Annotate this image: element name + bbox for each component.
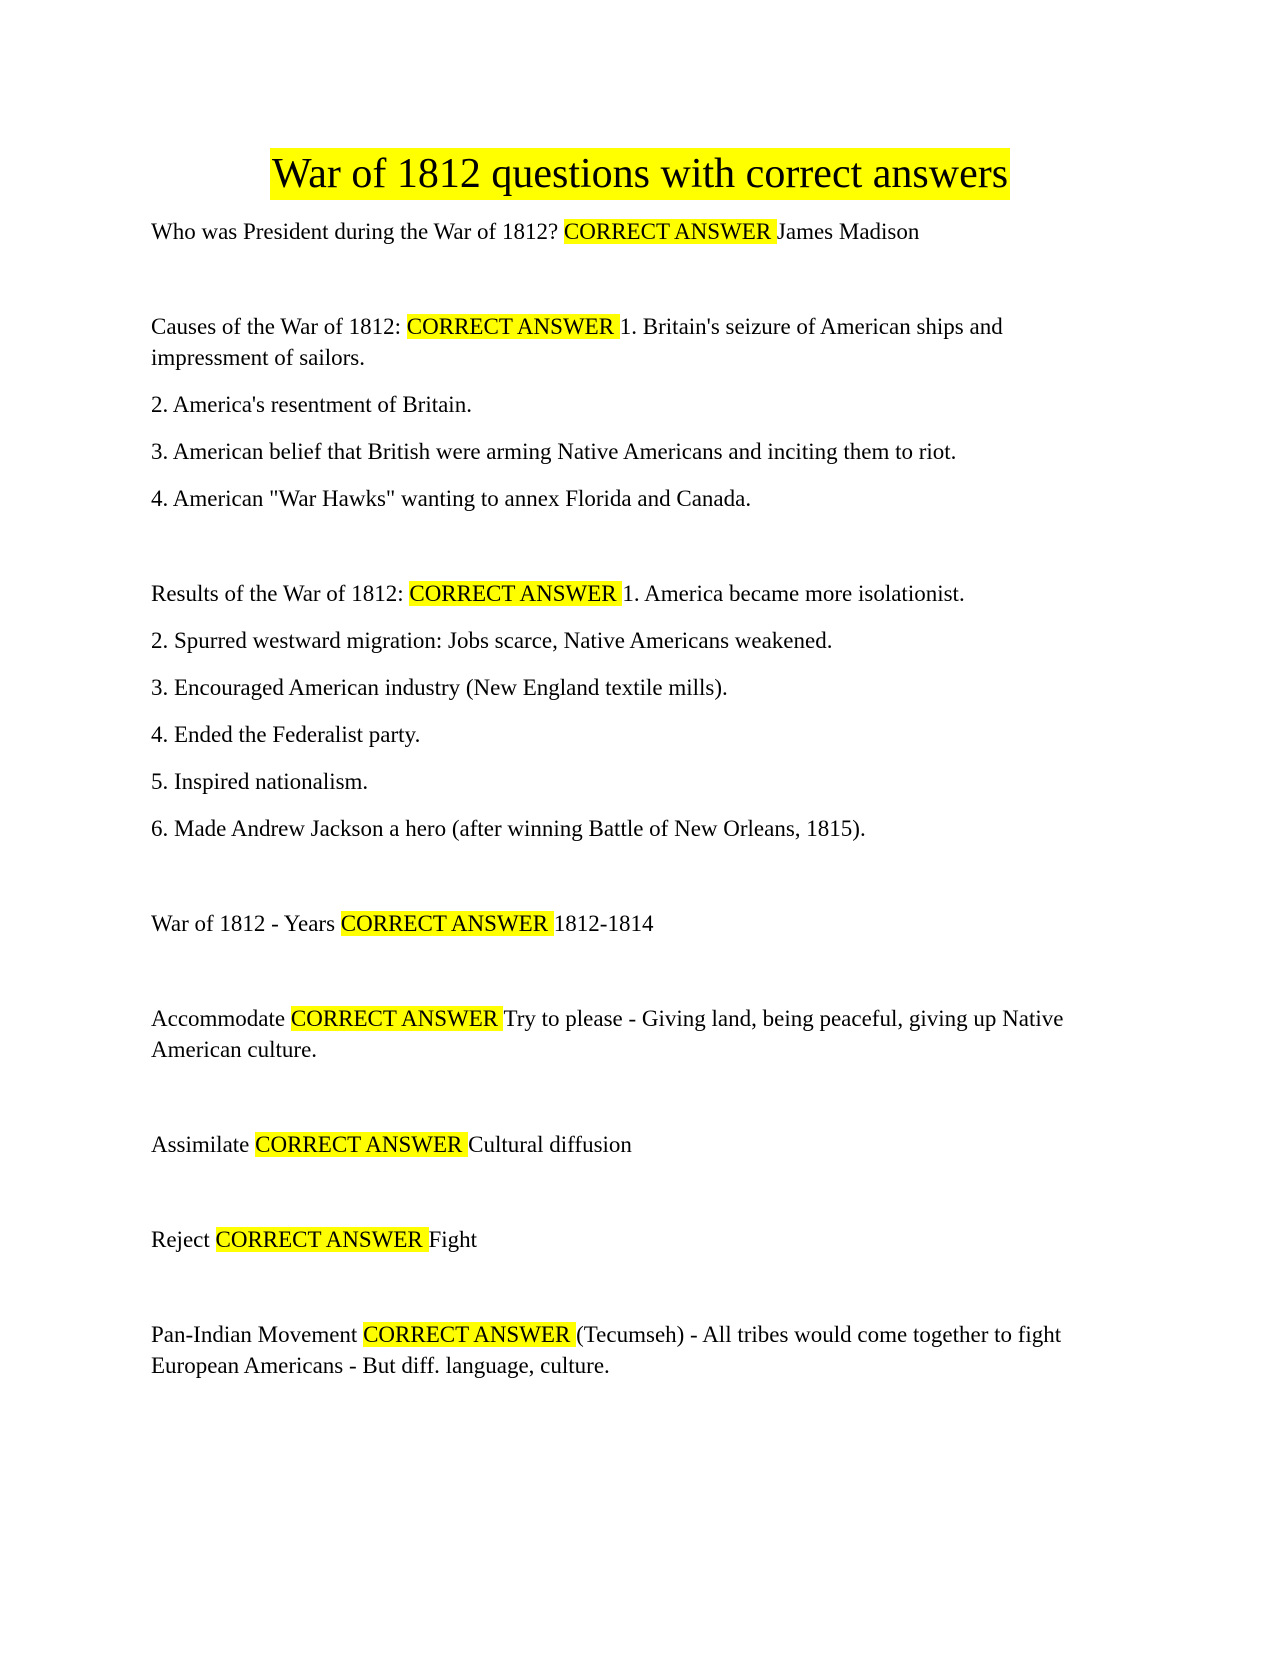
- answer-text: James Madison: [776, 219, 920, 244]
- question-text: Assimilate: [151, 1132, 256, 1157]
- correct-answer-marker: CORRECT ANSWER: [563, 219, 777, 244]
- document-title: War of 1812 questions with correct answers: [270, 148, 1010, 200]
- answer-line: 3. American belief that British were arming Native Americans and inciting them to riot.: [151, 439, 957, 464]
- correct-answer-marker: CORRECT ANSWER: [406, 314, 620, 339]
- qa-item-years: [151, 908, 1121, 939]
- question-text: Who was President during the War of 1812?: [151, 219, 564, 244]
- qa-item-assimilate: [151, 1129, 1121, 1160]
- answer-text: Try to please - Giving land, being peaceful, giving up Native American culture.: [151, 1006, 1064, 1062]
- qa-item-accommodate: [151, 1003, 1121, 1065]
- answer-text: Fight: [428, 1227, 478, 1252]
- question-text: Causes of the War of 1812:: [151, 314, 407, 339]
- correct-answer-marker: CORRECT ANSWER: [215, 1227, 429, 1252]
- correct-answer-marker: CORRECT ANSWER: [409, 581, 623, 606]
- qa-item-president: [151, 216, 1121, 247]
- question-text: Accommodate: [151, 1006, 291, 1031]
- title-container: [0, 148, 1280, 200]
- question-text: Reject: [151, 1227, 216, 1252]
- qa-item-pan-indian: [151, 1319, 1121, 1381]
- question-text: War of 1812 - Years: [151, 911, 341, 936]
- qa-item-reject: [151, 1224, 1121, 1255]
- answer-line: 4. Ended the Federalist party.: [151, 722, 421, 747]
- answer-line: 2. America's resentment of Britain.: [151, 392, 472, 417]
- answer-text: 1812-1814: [553, 911, 654, 936]
- correct-answer-marker: CORRECT ANSWER: [363, 1322, 577, 1347]
- correct-answer-marker: CORRECT ANSWER: [290, 1006, 504, 1031]
- answer-line: 2. Spurred westward migration: Jobs scarce, Native Americans weakened.: [151, 628, 833, 653]
- question-text: Pan-Indian Movement: [151, 1322, 364, 1347]
- answer-text: 1. America became more isolationist.: [622, 581, 965, 606]
- qa-item-results: [151, 578, 1121, 609]
- answer-line: 3. Encouraged American industry (New England textile mills).: [151, 675, 728, 700]
- answer-line: 6. Made Andrew Jackson a hero (after winning Battle of New Orleans, 1815).: [151, 816, 866, 841]
- answer-line: 4. American "War Hawks" wanting to annex Florida and Canada.: [151, 486, 752, 511]
- answer-text: Cultural diffusion: [468, 1132, 632, 1157]
- correct-answer-marker: CORRECT ANSWER: [255, 1132, 469, 1157]
- qa-item-causes: [151, 311, 1121, 373]
- qa-list: [151, 216, 1121, 1381]
- question-text: Results of the War of 1812:: [151, 581, 410, 606]
- answer-text: 1. Britain's seizure of American ships and impressment of sailors.: [151, 314, 1003, 370]
- answer-line: 5. Inspired nationalism.: [151, 769, 369, 794]
- answer-text: (Tecumseh) - All tribes would come together to fight European Americans - But diff. language, culture.: [151, 1322, 1062, 1378]
- correct-answer-marker: CORRECT ANSWER: [340, 911, 554, 936]
